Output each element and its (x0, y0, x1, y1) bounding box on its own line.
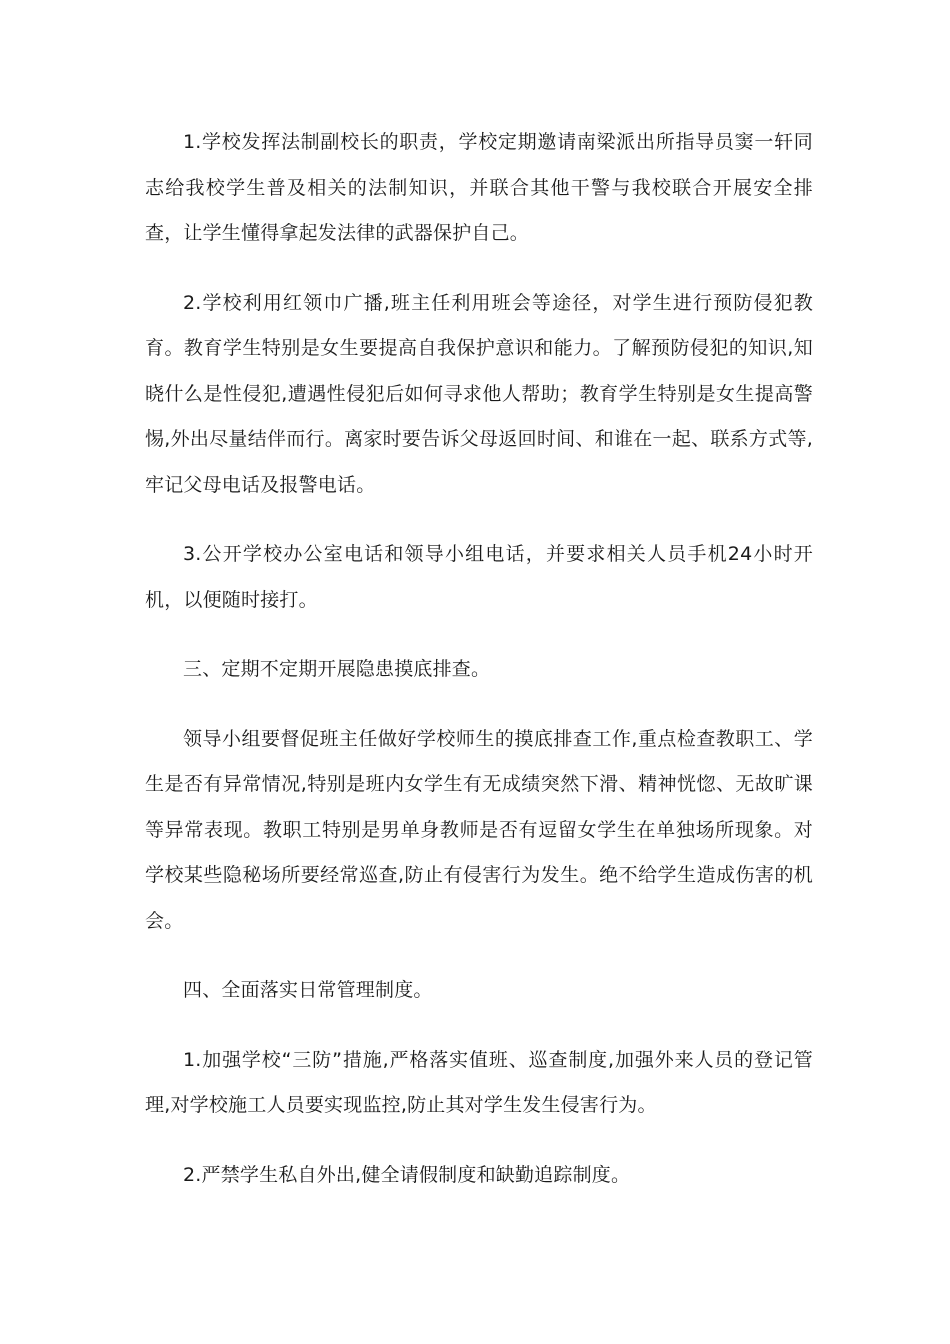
paragraph-public-phone: 3.公开学校办公室电话和领导小组电话，并要求相关人员手机24小时开机，以便随时接打。 (145, 543, 813, 611)
paragraph-prevention-education: 2.学校利用红领巾广播,班主任利用班会等途径，对学生进行预防侵犯教育。教育学生特别是女生要提高自我保护意识和能力。了解预防侵犯的知识,知晓什么是性侵犯,遭遇性侵犯后如何寻求他人帮助；教育学生特别是女生提高警惕,外出尽量结伴而行。离家时要告诉父母返回时间、和谁在一起、联系方式等,牢记父母电话及报警电话。 (145, 291, 813, 496)
section-heading-four: 四、全面落实日常管理制度。 (183, 979, 433, 1001)
paragraph-legal-vice-principal: 1.学校发挥法制副校长的职责，学校定期邀请南梁派出所指导员窦一轩同志给我校学生普及相关的法制知识，并联合其他干警与我校联合开展安全排查，让学生懂得拿起发法律的武器保护自己。 (145, 131, 813, 244)
document-body (145, 120, 813, 1222)
paragraph-leave-system: 2.严禁学生私自外出,健全请假制度和缺勤追踪制度。 (183, 1163, 631, 1186)
paragraph-three-defenses: 1.加强学校“三防”措施,严格落实值班、巡查制度,加强外来人员的登记管理,对学校施工人员要实现监控,防止其对学生发生侵害行为。 (145, 1048, 813, 1116)
paragraph-investigation: 领导小组要督促班主任做好学校师生的摸底排查工作,重点检查教职工、学生是否有异常情况,特别是班内女学生有无成绩突然下滑、精神恍惚、无故旷课等异常表现。教职工特别是男单身教师是否有逗留女学生在单独场所现象。对学校某些隐秘场所要经常巡查,防止有侵害行为发生。绝不给学生造成伤害的机会。 (145, 727, 813, 932)
section-heading-three: 三、定期不定期开展隐患摸底排查。 (183, 658, 491, 680)
